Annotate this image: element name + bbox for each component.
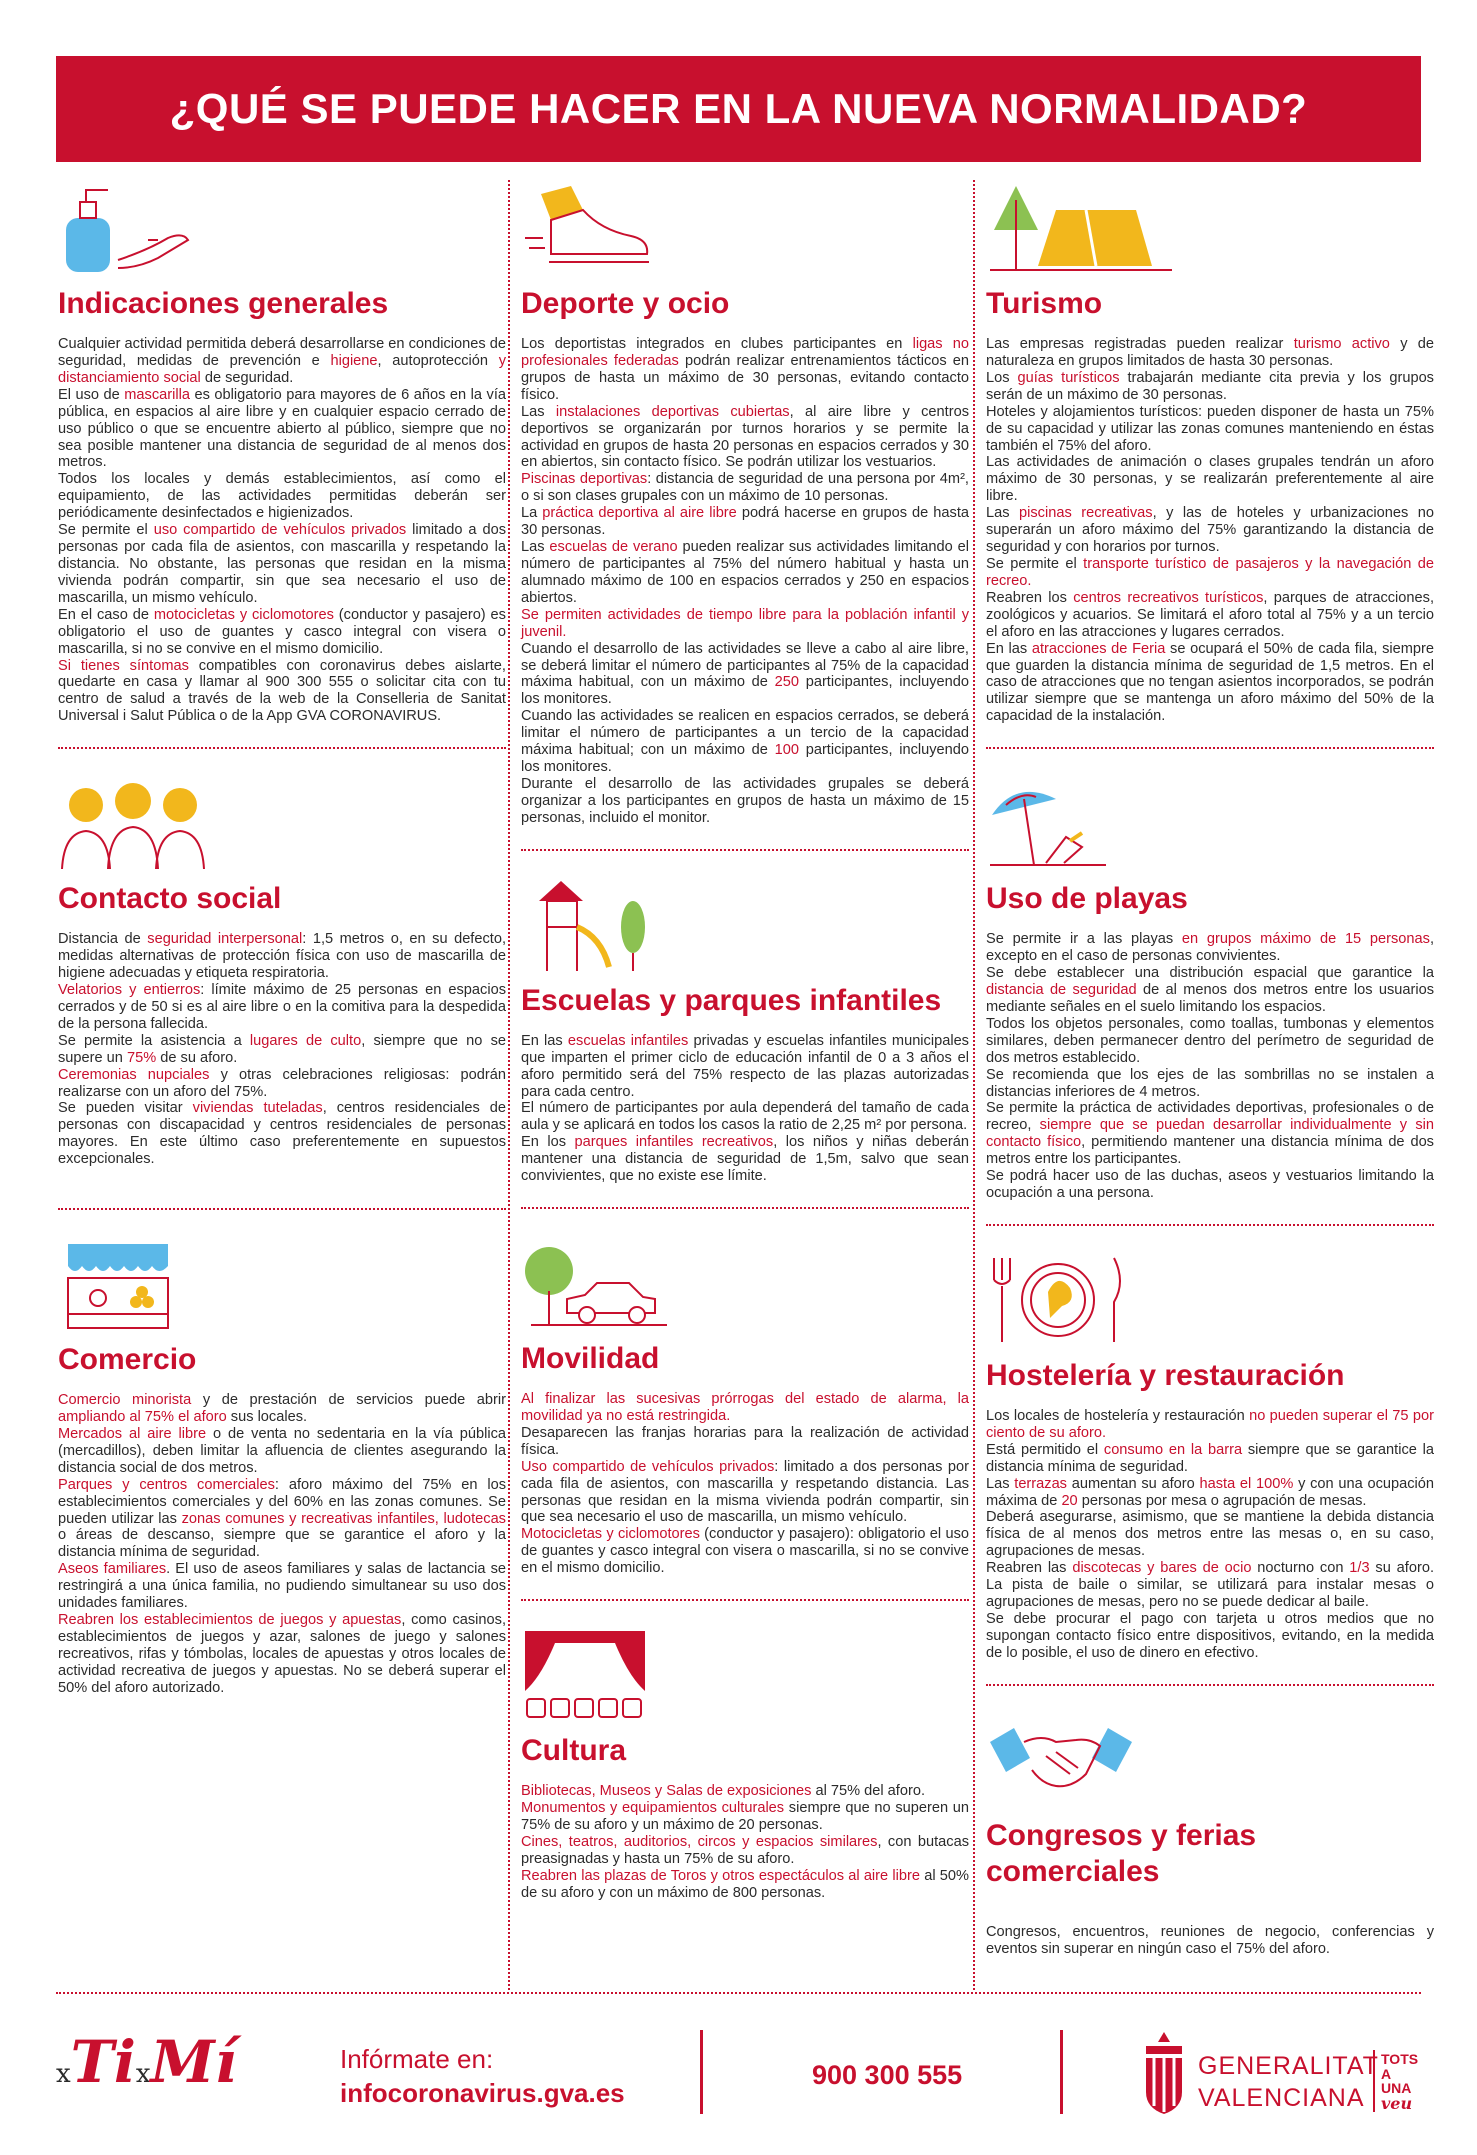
paragraph: En las atracciones de Feria se ocupará el 50% de cada fila, siempre que guarden la distancia mínima de seguridad de 1,5 metros. En el caso de atracciones que no tengan asientos incorporados, se podrán utilizar siempre que se mantenga un aforo máximo del 50% de la capacidad de la instalación.: [986, 640, 1434, 725]
shop-stall-icon: [58, 1236, 506, 1332]
tixmi-logo: xTixMí: [56, 2028, 237, 2096]
section-divider: [521, 1599, 969, 1601]
info-label: Infórmate en:: [340, 2044, 494, 2074]
section-heading: Congresos y ferias comerciales: [986, 1818, 1257, 1888]
paragraph: Las instalaciones deportivas cubiertas, al aire libre y centros deportivos se organizarán por turnos horarios y se permite la actividad en grupos de hasta 20 personas en espacios cerrados y 30 en abiertos, sin contacto físico. Se podrán utilizar los vestuarios.: [521, 403, 969, 471]
paragraph: Reabren los centros recreativos turísticos, parques de atracciones, zoológicos y acuarios. Se limitará el aforo total al 75% y a un tercio el aforo en las atracciones y lugares cerrados.: [986, 589, 1434, 640]
paragraph: Las terrazas aumentan su aforo hasta el 100% y con una ocupación máxima de 20 personas por mesa o agrupación de mesas.: [986, 1475, 1434, 1509]
paragraph: Piscinas deportivas: distancia de seguridad de una persona por 4m², o si son clases grupales con un máximo de 10 personas.: [521, 471, 969, 505]
playground-slide-icon: [521, 877, 969, 973]
column-right: [986, 180, 1434, 1980]
section-heading: Deporte y ocio: [521, 287, 730, 320]
paragraph: Se debe procurar el pago con tarjeta u otros medios que no supongan contacto físico entre dispositivos, evitando, en la medida de lo posible, el uso de dinero en efectivo.: [986, 1611, 1434, 1661]
paragraph: Las escuelas de verano pueden realizar sus actividades limitando el número de participantes al 75% del número habitual y hasta un alumnado máximo de 100 en espacios cerrados y 250 en espacios abiertos.: [521, 539, 969, 606]
paragraph: Aseos familiares. El uso de aseos familiares y salas de lactancia se restringirá a una única familia, no pudiendo simultanear su uso dos unidades familiares.: [58, 1561, 507, 1612]
paragraph: Todos los objetos personales, como toallas, tumbonas y elementos similares, deben permanecer dentro del perímetro de seguridad de dos metros establecido.: [986, 1015, 1434, 1066]
section-text: [521, 1391, 969, 1577]
paragraph: Si tienes síntomas compatibles con coronavirus debes aislarte, quedarte en casa y llamar al 900 300 555 o solicitar cita con tu centro de salud a través de la web de la Conselleria de Sanitat Universal i Salut Pública o de la App GVA CORONAVIRUS.: [58, 657, 506, 725]
section-text: [986, 1408, 1434, 1662]
section-divider: [521, 1207, 969, 1209]
title-banner: [56, 56, 1421, 162]
column-divider: [973, 180, 975, 1990]
paragraph: Está permitido el consumo en la barra siempre que se garantice la distancia mínima de seguridad.: [986, 1441, 1434, 1475]
section-cultura: [521, 1627, 969, 1901]
section-text: [58, 1392, 506, 1697]
paragraph: Se permite el uso compartido de vehículos privados limitado a dos personas por cada fila de asientos, con mascarilla y respetando la distancia. No obstante, las personas que residan en la misma vivienda podrán compartir, sin que sea necesario el uso de mascarilla, un mismo vehículo.: [58, 522, 506, 606]
section-divider: [986, 747, 1434, 749]
paragraph: Bibliotecas, Museos y Salas de exposiciones al 75% del aforo.: [521, 1783, 926, 1800]
tent-tree-icon: [986, 180, 1434, 276]
paragraph: Se pueden visitar viviendas tuteladas, centros residenciales de personas con discapacidad y centros residenciales de personas mayores. En este último caso preferentemente en supuestos excepcionales.: [58, 1100, 506, 1168]
paragraph: Los deportistas integrados en clubes participantes en ligas no profesionales federadas podrán realizar entrenamientos tácticos en grupos de hasta un máximo de 30 personas, evitando contacto físico.: [521, 336, 969, 403]
paragraph: Los locales de hostelería y restauración no pueden superar el 75 por ciento de su aforo.: [986, 1407, 1434, 1441]
beach-umbrella-icon: [986, 775, 1434, 871]
people-group-icon: [58, 775, 506, 871]
paragraph: El uso de mascarilla es obligatorio para mayores de 6 años en la vía pública, en espacios al aire libre y en cualquier espacio cerrado de uso público o que se encuentre abierto al público, siempre que no sea posible mantener una distancia de seguridad de al menos dos metros.: [58, 386, 506, 471]
paragraph: Cuando las actividades se realicen en espacios cerrados, se deberá limitar el número de participantes a un tercio de la capacidad máxima habitual; con un máximo de 100 participantes, incluyendo los monitores.: [521, 708, 970, 776]
paragraph: Se debe establecer una distribución espacial que garantice la distancia de seguridad de al menos dos metros entre los usuarios mediante señales en el suelo limitando los espacios.: [986, 965, 1434, 1015]
paragraph: Deberá asegurarse, asimismo, que se mantiene la debida distancia física de al menos dos metros entre las mesas o, en su caso, agrupaciones de mesas.: [986, 1509, 1434, 1560]
section-playas: [986, 775, 1434, 1202]
handshake-icon: [986, 1712, 1434, 1808]
section-movilidad: [521, 1235, 969, 1577]
generalitat-logo: GENERALITAT VALENCIANA TOTS A UNA veu: [1136, 2028, 1421, 2118]
section-heading: Contacto social: [58, 882, 282, 916]
paragraph: Velatorios y entierros: límite máximo de 25 personas en espacios cerrados y de 50 si es al aire libre o en la comitiva para la despedida de la persona fallecida.: [58, 981, 506, 1032]
paragraph: Monumentos y equipamientos culturales siempre que no superen un 75% de su aforo y un máximo de 20 personas.: [521, 1800, 969, 1834]
section-text: [521, 336, 969, 827]
paragraph: Reabren los establecimientos de juegos y apuestas, como casinos, establecimientos de juegos y azar, salones de juego y salones recreativos, rifas y tómbolas, locales de apuestas y otros locales de actividad recreativa de juegos y apuestas. No se deberá superar el 50% del aforo autorizado.: [58, 1612, 506, 1696]
paragraph: Desaparecen las franjas horarias para la realización de actividad física.: [521, 1424, 969, 1458]
page-title: ¿QUÉ SE PUEDE HACER EN LA NUEVA NORMALIDAD?: [169, 85, 1308, 132]
paragraph: Reabren las discotecas y bares de ocio nocturno con 1/3 su aforo. La pista de baile o similar, se utilizará para instalar mesas o agrupaciones de mesas, pero no se puede dedicar al baile.: [986, 1560, 1435, 1611]
paragraph: Congresos, encuentros, reuniones de negocio, conferencias y eventos sin superar en ningún caso el 75% del aforo.: [986, 1923, 1434, 1957]
section-heading: Indicaciones generales: [58, 287, 389, 320]
section-heading: Escuelas y parques infantiles: [521, 983, 942, 1017]
hand-sanitizer-icon: [58, 180, 506, 276]
paragraph: Motocicletas y ciclomotores (conductor y pasajero): obligatorio el uso de guantes y casco integral con visera o mascarilla, si no se convive en el mismo domicilio.: [521, 1526, 969, 1577]
paragraph: Durante el desarrollo de las actividades grupales se deberá organizar a los participantes en grupos de hasta un máximo de 15 personas, incluido el monitor.: [521, 775, 969, 826]
paragraph: El número de participantes por aula dependerá del tamaño de cada aula y se aplicará en todos los casos la ratio de 2,25 m² por persona.: [521, 1100, 969, 1134]
paragraph: La práctica deportiva al aire libre podrá hacerse en grupos de hasta 30 personas.: [521, 505, 969, 539]
section-divider: [986, 1224, 1434, 1226]
section-divider: [521, 849, 969, 851]
section-text: [521, 1033, 969, 1185]
paragraph: Se permiten actividades de tiempo libre para la población infantil y juvenil.: [521, 606, 969, 640]
sneaker-icon: [521, 180, 969, 276]
paragraph: Se recomienda que los ejes de las sombrillas no se instalen a distancias inferiores de 4 metros.: [986, 1066, 1434, 1100]
section-heading: Comercio: [58, 1343, 197, 1377]
paragraph: Las empresas registradas pueden realizar turismo activo y de naturaleza en grupos limitados de hasta 30 personas.: [986, 336, 1434, 369]
column-middle: [521, 180, 969, 1980]
section-text: [986, 336, 1434, 725]
paragraph: Hoteles y alojamientos turísticos: pueden disponer de hasta un 75% de su capacidad y utilizar las zonas comunes manteniendo en éstas también el 75% del aforo.: [986, 403, 1434, 454]
section-hosteleria: [986, 1252, 1434, 1662]
footer-divider-line: [1060, 2030, 1063, 2114]
section-text: [521, 1783, 969, 1901]
paragraph: Cuando el desarrollo de las actividades se lleve a cabo al aire libre, se deberá limitar el número de participantes al 75% de la capacidad máxima habitual, con un máximo de 250 participantes, incluyendo los monitores.: [521, 640, 970, 708]
paragraph: Ceremonias nupciales y otras celebraciones religiosas: podrán realizarse con un aforo del 75%.: [58, 1066, 506, 1100]
footer: [56, 2010, 1421, 2130]
paragraph: Se podrá hacer uso de las duchas, aseos y vestuarios limitando la ocupación a una persona.: [986, 1168, 1434, 1202]
column-left: [58, 180, 506, 1980]
paragraph: Se permite la asistencia a lugares de culto, siempre que no se supere un 75% de su aforo.: [58, 1032, 506, 1066]
section-heading: Movilidad: [521, 1342, 660, 1376]
paragraph: En el caso de motocicletas y ciclomotores (conductor y pasajero) es obligatorio el uso de guantes y casco integral con visera o mascarilla, si no se convive en el mismo domicilio.: [58, 606, 506, 657]
section-text: [58, 336, 506, 725]
section-text: [58, 931, 506, 1168]
section-deporte: [521, 180, 969, 827]
paragraph: Se permite la práctica de actividades deportivas, profesionales o de recreo, siempre que se puedan desarrollar individualmente y sin contacto físico, permitiendo mantener una distancia mínima de dos metros entre los participantes.: [986, 1100, 1434, 1168]
paragraph: Mercados al aire libre o de venta no sedentaria en la vía pública (mercadillos), deben limitar la afluencia de clientes asegurando la distancia social de dos metros.: [58, 1425, 506, 1476]
footer-divider: [56, 1992, 1421, 1994]
paragraph: Todos los locales y demás establecimientos, así como el equipamiento, de las actividades permitidas deberán ser periódicamente desinfectados e higienizados.: [58, 471, 506, 522]
column-divider: [508, 180, 510, 1990]
car-tree-icon: [521, 1235, 969, 1331]
section-heading: Uso de playas: [986, 882, 1188, 916]
paragraph: Se permite el transporte turístico de pasajeros y la navegación de recreo.: [986, 555, 1434, 589]
section-escuelas: [521, 877, 969, 1185]
paragraph: Parques y centros comerciales: aforo máximo del 75% en los establecimientos comerciales y del 60% en las zonas comunes. Se pueden utilizar las zonas comunes y recreativas infantiles, ludotecas o áreas de descanso, siempre que se garantice el aforo y la distancia mínima de seguridad.: [58, 1476, 506, 1561]
paragraph: Las piscinas recreativas, y las de hoteles y urbanizaciones no superarán un aforo máximo del 75% garantizando la distancia de seguridad y con horarios por turnos.: [986, 505, 1434, 556]
paragraph: Distancia de seguridad interpersonal: 1,5 metros o, en su defecto, medidas alternativas de protección física con uso de mascarilla de higiene adecuadas y etiqueta respiratoria.: [58, 931, 506, 982]
section-heading: Cultura: [521, 1734, 626, 1768]
section-heading: Hostelería y restauración: [986, 1358, 1345, 1392]
paragraph: En las escuelas infantiles privadas y escuelas infantiles municipales que imparten el primer ciclo de educación infantil de 0 a 3 años el aforo permitido será del 75% respecto de las plazas autorizadas para cada centro.: [521, 1032, 969, 1100]
paragraph: En los parques infantiles recreativos, los niños y niñas deberán mantener una distancia de seguridad de 1,5m, salvo que sean convivientes, que no existe ese límite.: [521, 1134, 969, 1185]
section-comercio: [58, 1236, 506, 1697]
tots-a-una-veu-logo: TOTS A UNA veu: [1381, 2051, 1419, 2114]
info-url-link[interactable]: infocoronavirus.gva.es: [340, 2078, 625, 2108]
section-divider: [58, 747, 506, 749]
section-heading: Turismo: [986, 287, 1103, 320]
section-divider: [986, 1684, 1434, 1686]
paragraph: Los guías turísticos trabajarán mediante cita previa y los grupos serán de un máximo de 30 personas.: [986, 369, 1434, 403]
section-indicaciones: [58, 180, 506, 725]
section-text: [986, 931, 1434, 1202]
footer-divider-line: [700, 2030, 703, 2114]
section-turismo: [986, 180, 1434, 725]
phone-number: 900 300 555: [812, 2060, 963, 2090]
section-contacto: [58, 775, 506, 1168]
plate-cutlery-icon: [986, 1252, 1434, 1348]
section-divider: [58, 1208, 506, 1210]
theater-stage-icon: [521, 1627, 969, 1723]
section-text: [986, 1924, 1434, 1958]
paragraph: Las actividades de animación o clases grupales tendrán un aforo máximo de 30 personas, y se realizarán preferentemente al aire libre.: [986, 454, 1434, 505]
generalitat-shield-icon: [1136, 2028, 1192, 2118]
paragraph: Comercio minorista y de prestación de servicios puede abrir ampliando al 75% el aforo sus locales.: [58, 1392, 506, 1426]
paragraph: Se permite ir a las playas en grupos máximo de 15 personas, excepto en el caso de personas convivientes.: [986, 931, 1434, 965]
paragraph: Cines, teatros, auditorios, circos y espacios similares, con butacas preasignadas y hasta un 75% de su aforo.: [521, 1833, 969, 1867]
paragraph: Al finalizar las sucesivas prórrogas del estado de alarma, la movilidad ya no está restringida.: [521, 1391, 969, 1424]
paragraph: Reabren las plazas de Toros y otros espectáculos al aire libre al 50% de su aforo y con un máximo de 800 personas.: [521, 1867, 969, 1901]
paragraph: Uso compartido de vehículos privados: limitado a dos personas por cada fila de asientos, con mascarilla y respetando distancia. Las personas que residan en la misma vivienda podrán compartir, sin que sea necesario el uso de mascarilla, un mismo vehículo.: [521, 1458, 969, 1526]
paragraph: Cualquier actividad permitida deberá desarrollarse en condiciones de seguridad, medidas de prevención e higiene, autoprotección y distanciamiento social de seguridad.: [58, 336, 506, 386]
section-congresos: [986, 1712, 1434, 1958]
